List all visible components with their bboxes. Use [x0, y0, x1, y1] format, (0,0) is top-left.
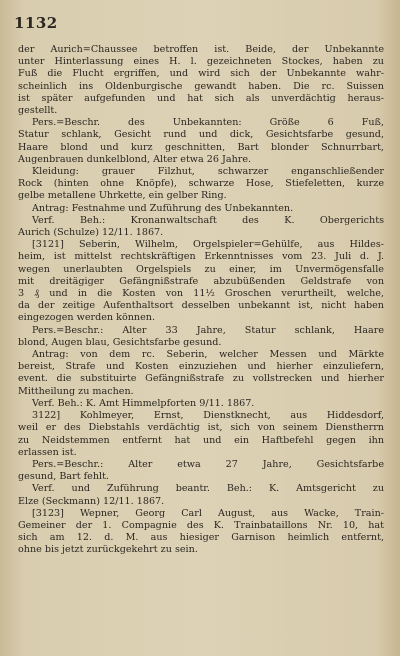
paragraph [18, 44, 384, 117]
text-line: [3121] Seberin, Wilhelm, Orgelspieler=Gehülfe, aus Hildes- [32, 239, 384, 251]
paragraph [18, 117, 384, 166]
paragraph [18, 459, 384, 483]
paragraph [18, 483, 384, 507]
text-line: mit dreitägiger Gefängnißstrafe abzubüßenden Geldstrafe von [18, 275, 384, 287]
text-line: zu Neidstemmen entfernt hat und ein Haftbefehl gegen ihn [18, 434, 384, 446]
text-line: der Aurich=Chaussee betroffen ist. Beide, der Unbekannte [18, 44, 384, 55]
text-line: gesund, Bart fehlt. [18, 471, 109, 483]
text-line: bereist, Strafe und Kosten einzuziehen und hierher einzuliefern, [18, 361, 384, 373]
paragraph [18, 508, 384, 557]
text-line: 3 ₰ und in die Kosten von 11½ Groschen verurtheilt, welche, [18, 288, 384, 300]
text-line: Gemeiner der 1. Compagnie des K. Trainbataillons Nr. 10, hat [18, 519, 384, 531]
paragraph [18, 239, 384, 324]
text-line: Pers.=Beschr.: Alter etwa 27 Jahre, Gesichtsfarbe [32, 458, 384, 470]
text-line: blond, Augen blau, Gesichtsfarbe gesund. [18, 336, 222, 348]
text-line: Haare blond und kurz geschnitten, Bart blonder Schnurrbart, [18, 141, 384, 153]
text-line: Mittheilung zu machen. [18, 385, 134, 397]
text-line: gestellt. [18, 105, 58, 117]
paragraph [18, 203, 384, 215]
text-line: Verf. Beh.: Kronanwaltschaft des K. Obergerichts [32, 214, 384, 226]
text-line: Antrag: von dem rc. Seberin, welcher Messen und Märkte [32, 349, 384, 361]
text-line: heim, ist mittelst rechtskräftigen Erkenntnisses vom 23. Juli d. J. [18, 251, 384, 263]
text-line: event. die substituirte Gefängnißstrafe zu vollstrecken und hierher [18, 373, 384, 385]
text-line: Verf. und Zuführung beantr. Beh.: K. Amtsgericht zu [32, 483, 384, 495]
paragraph [18, 215, 384, 239]
text-line: Fuß die Flucht ergriffen, und wird sich der Unbekannte wahr- [18, 68, 384, 80]
text-line: Augenbrauen dunkelblond, Alter etwa 26 Jahre. [18, 153, 252, 165]
text-line: unter Hinterlassung eines H. l. gezeichneten Stockes, haben zu [18, 56, 384, 68]
paragraph [18, 349, 384, 398]
paragraph [18, 166, 384, 203]
text-line: da der zeitige Aufenthaltsort desselben unbekannt ist, nicht haben [18, 300, 384, 312]
text-line: wegen unerlaubten Orgelspiels zu einer, im Unvermögensfalle [18, 263, 384, 275]
paragraph [18, 410, 384, 459]
paragraph [18, 398, 384, 410]
text-line: scheinlich ins Oldenburgische gewandt haben. Die rc. Suissen [18, 80, 384, 92]
page-number: 1132 [14, 14, 58, 32]
text-line: ist später aufgefunden und hat sich als unverdächtig heraus- [18, 92, 384, 104]
text-line: 3122] Kohlmeyer, Ernst, Dienstknecht, aus Hiddesdorf, [32, 410, 384, 422]
text-line: ohne bis jetzt zurückgekehrt zu sein. [18, 544, 198, 556]
text-line: Statur schlank, Gesicht rund und dick, Gesichtsfarbe gesund, [18, 129, 384, 141]
text-line: Elze (Seckmann) 12/11. 1867. [18, 495, 165, 507]
text-line: weil er des Diebstahls verdächtig ist, sich von seinem Dienstherrn [18, 422, 384, 434]
text-line: Rock (hinten ohne Knöpfe), schwarze Hose, Stiefeletten, kurze [18, 178, 384, 190]
text-line: [3123] Wepner, Georg Carl August, aus Wacke, Train- [32, 507, 384, 519]
text-line: Kleidung: grauer Filzhut, schwarzer enganschließender [32, 166, 384, 178]
text-line: gelbe metallene Uhrkette, ein gelber Ring. [18, 190, 227, 202]
text-line: Verf. Beh.: K. Amt Himmelpforten 9/11. 1867. [32, 397, 255, 409]
document-body [18, 44, 384, 557]
text-line: sich am 12. d. M. aus hiesiger Garnison heimlich entfernt, [18, 532, 384, 544]
text-line: Pers.=Beschr. des Unbekannten: Größe 6 Fuß, [32, 117, 384, 129]
text-line: Aurich (Schulze) 12/11. 1867. [18, 227, 164, 239]
text-line: Antrag: Festnahme und Zuführung des Unbekannten. [32, 202, 294, 214]
paragraph [18, 325, 384, 349]
text-line: eingezogen werden können. [18, 312, 155, 324]
text-line: erlassen ist. [18, 446, 77, 458]
text-line: Pers.=Beschr.: Alter 33 Jahre, Statur schlank, Haare [32, 324, 384, 336]
